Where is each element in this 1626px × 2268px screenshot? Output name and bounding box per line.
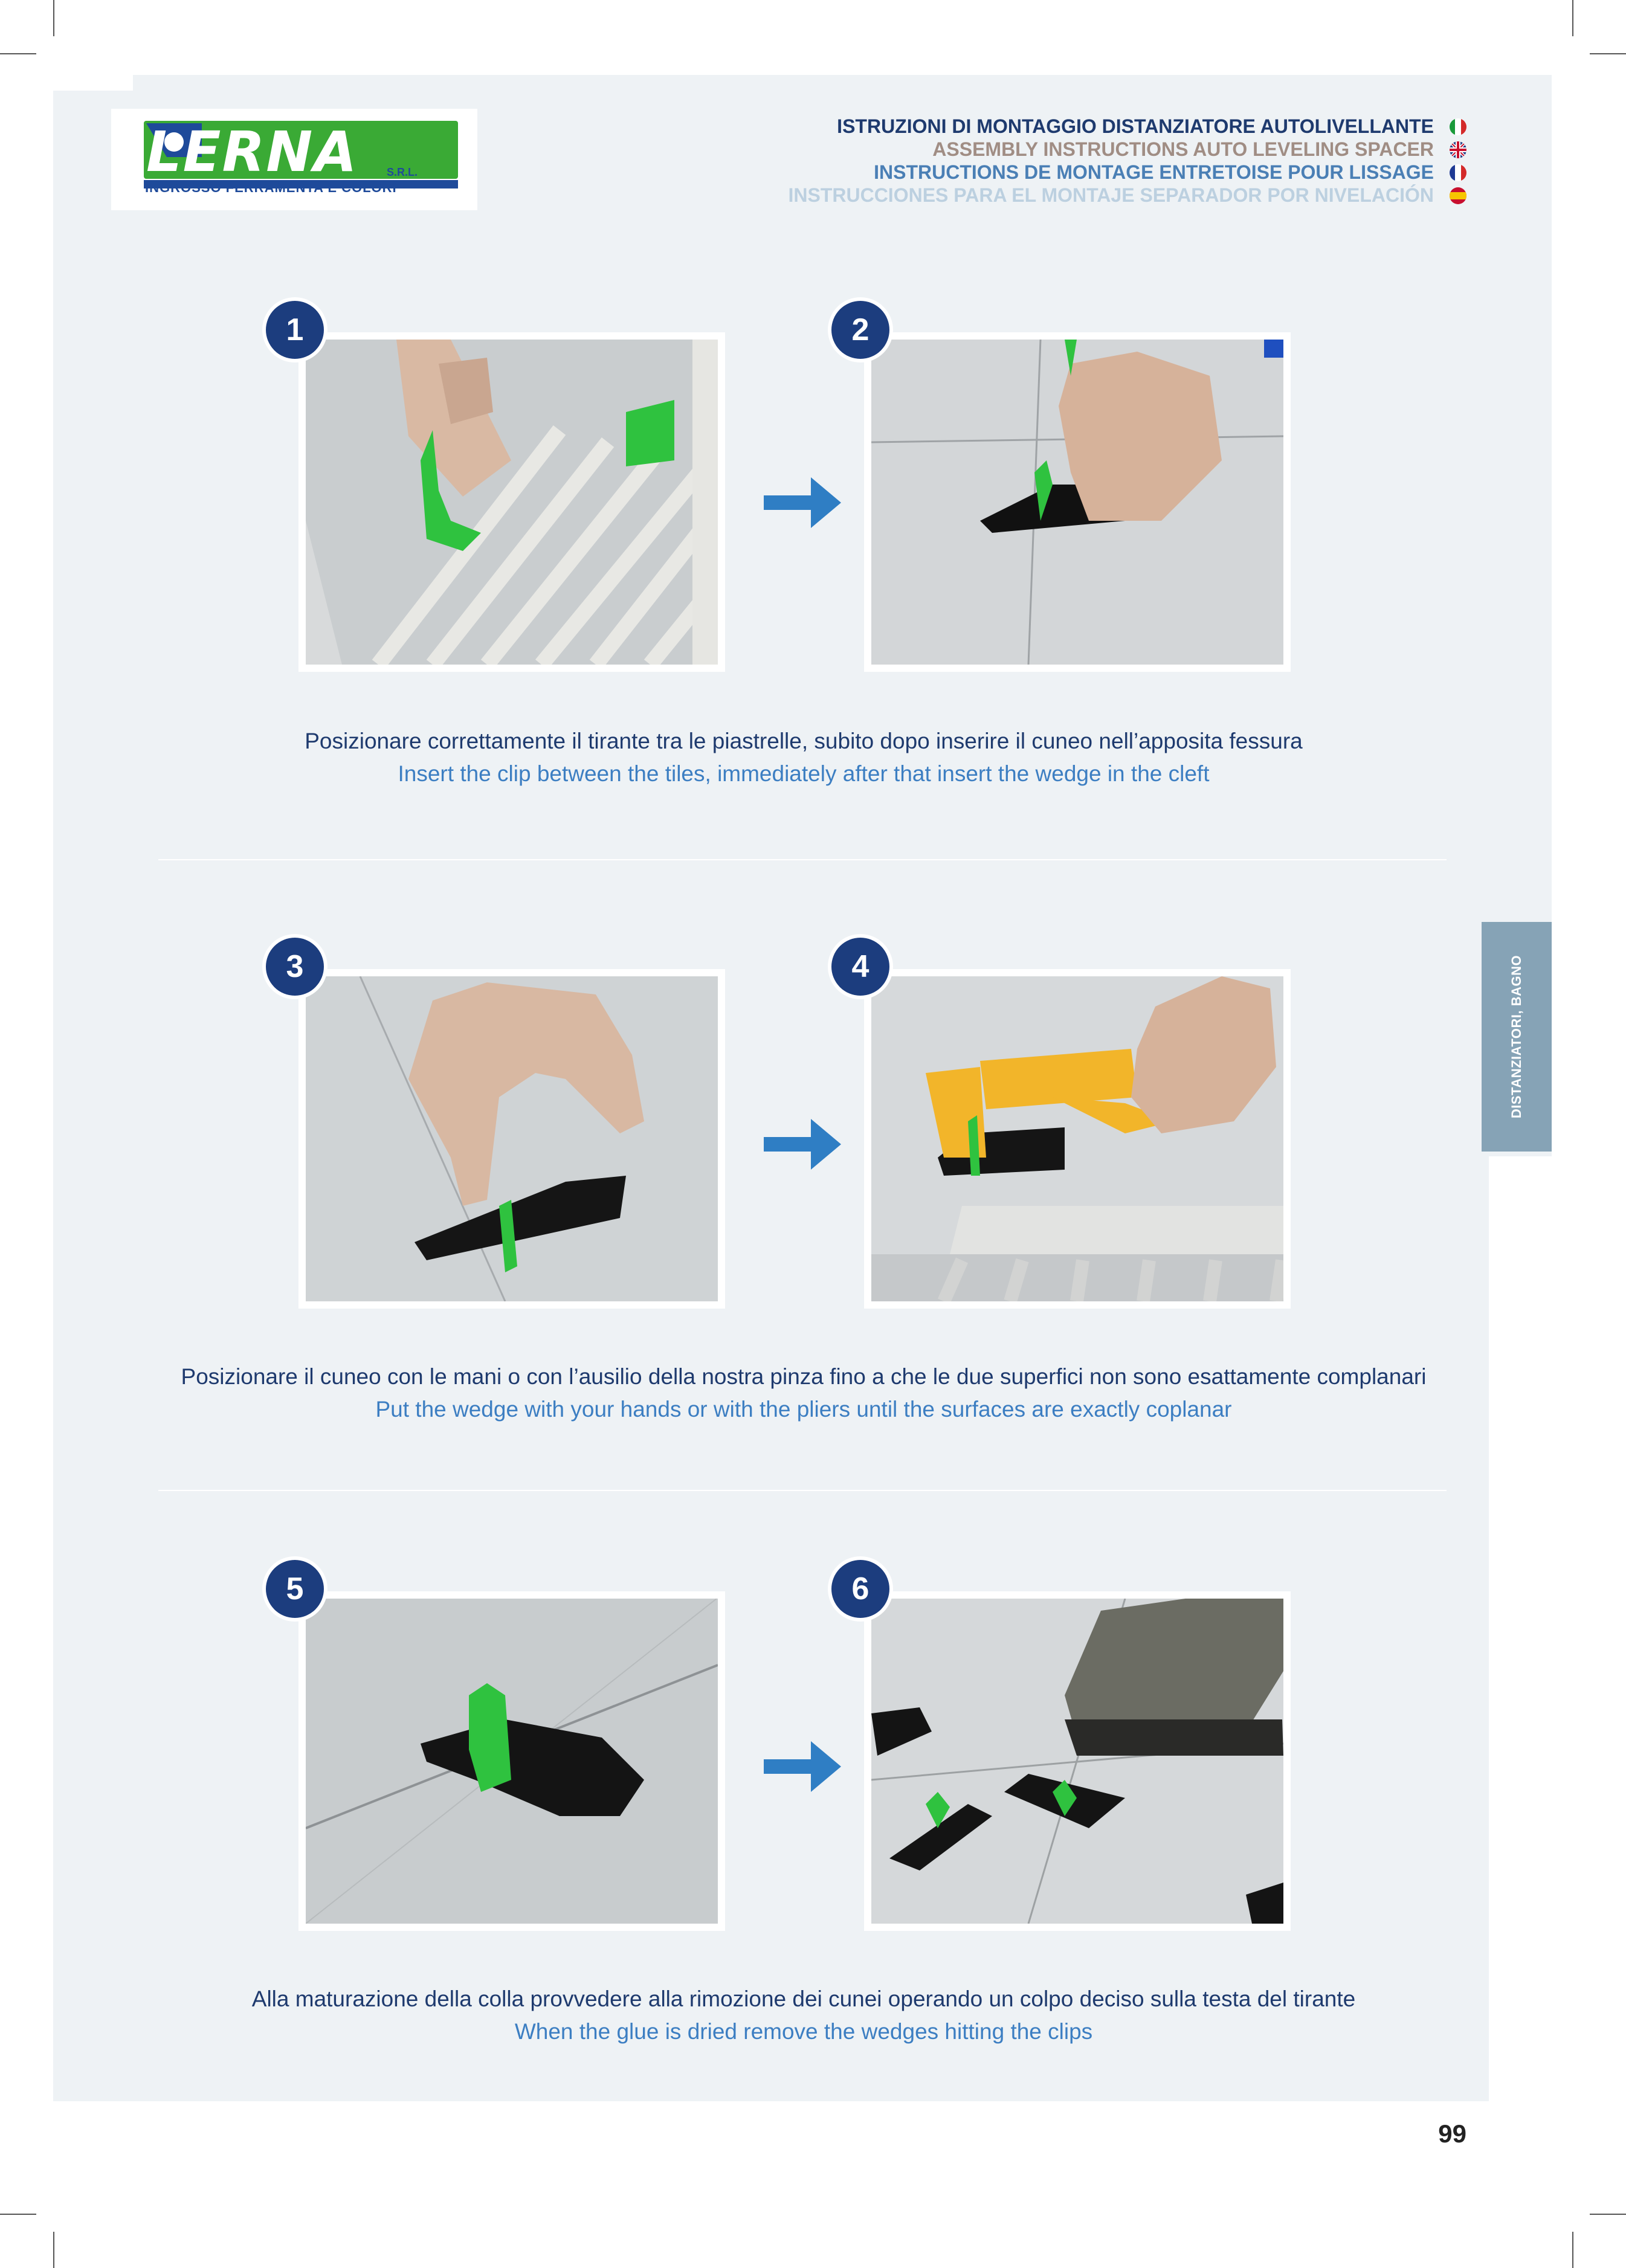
section-divider — [158, 1490, 1447, 1491]
photo-insert-clip-image — [306, 340, 718, 665]
caption-italian-3: Alla maturazione della colla provvedere alla rimozione dei cunei operando un colpo deciso sulla testa del tirante — [251, 1986, 1356, 2011]
step-badge-5: 5 — [262, 1556, 327, 1622]
photo-wedge-levelled-image — [306, 1599, 718, 1924]
title-italian: ISTRUZIONI DI MONTAGGIO DISTANZIATORE AUTOLIVELLANTE — [837, 115, 1434, 137]
photo-pliers — [864, 969, 1291, 1309]
logo-name: LERNA — [146, 120, 358, 184]
arrow-right-icon — [764, 474, 842, 532]
crop-mark — [53, 0, 54, 36]
uk-flag-icon — [1450, 141, 1466, 158]
photo-pliers-image — [871, 976, 1283, 1301]
arrow-right-icon — [764, 1738, 842, 1796]
arrow-right-icon — [764, 1115, 842, 1173]
photo-insert-wedge-image — [871, 340, 1283, 665]
france-flag-icon — [1450, 164, 1466, 181]
photo-kick-wedges — [864, 1591, 1291, 1931]
photo-kick-wedges-image — [871, 1599, 1283, 1924]
photo-insert-wedge — [864, 332, 1291, 672]
title-spanish: INSTRUCCIONES PARA EL MONTAJE SEPARADOR POR NIVELACIÓN — [788, 184, 1434, 206]
title-french: INSTRUCTIONS DE MONTAGE ENTRETOISE POUR LISSAGE — [874, 161, 1434, 183]
caption-english-2: Put the wedge with your hands or with the pliers until the surfaces are exactly coplanar — [375, 1397, 1232, 1422]
photo-insert-clip — [298, 332, 725, 672]
caption-english-1: Insert the clip between the tiles, immediately after that insert the wedge in the cleft — [398, 761, 1210, 786]
crop-mark — [1572, 2232, 1573, 2268]
logo-tagline: INGROSSO FERRAMENTA E COLORI — [145, 180, 397, 195]
italy-flag-icon — [1450, 118, 1466, 135]
crop-mark — [53, 2232, 54, 2268]
crop-mark — [0, 53, 36, 54]
title-english: ASSEMBLY INSTRUCTIONS AUTO LEVELING SPACER — [932, 138, 1434, 160]
section-divider — [158, 859, 1447, 860]
panel-notch — [53, 75, 133, 91]
step-badge-1: 1 — [262, 297, 327, 362]
crop-mark — [1572, 0, 1573, 36]
crop-mark — [1590, 53, 1626, 54]
step-badge-6: 6 — [828, 1556, 893, 1622]
crop-mark — [1590, 2214, 1626, 2215]
section-side-tab-label: DISTANZIATORI, BAGNO — [1509, 955, 1524, 1119]
photo-push-wedge-hand — [298, 969, 725, 1309]
photo-wedge-levelled — [298, 1591, 725, 1931]
step-badge-4: 4 — [828, 934, 893, 999]
caption-italian-2: Posizionare il cuneo con le mani o con l’ausilio della nostra pinza fino a che le due superfici non sono esattamente complanari — [181, 1364, 1427, 1389]
caption-english-3: When the glue is dried remove the wedges hitting the clips — [514, 2019, 1093, 2044]
caption-italian-1: Posizionare correttamente il tirante tra le piastrelle, subito dopo inserire il cuneo nell’apposita fessura — [305, 729, 1303, 753]
step-badge-2: 2 — [828, 297, 893, 362]
page-number: 99 — [1438, 2119, 1466, 2148]
logo-suffix: S.R.L. — [387, 166, 418, 178]
crop-mark — [0, 2214, 36, 2215]
step-badge-3: 3 — [262, 934, 327, 999]
spain-flag-icon — [1450, 187, 1466, 204]
photo-push-wedge-hand-image — [306, 976, 718, 1301]
